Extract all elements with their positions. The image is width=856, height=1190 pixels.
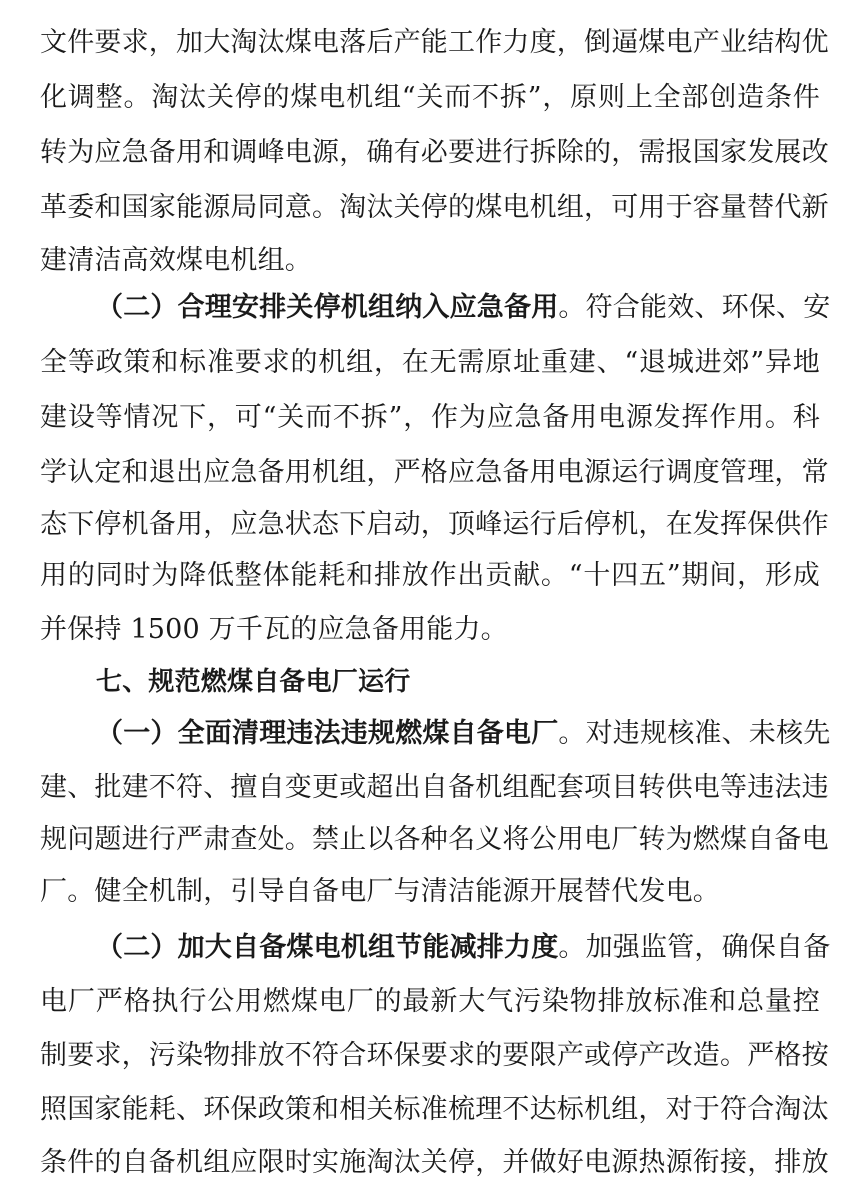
paragraph-line: 用的同时为降低整体能耗和排放作出贡献。“十四五”期间，形成 xyxy=(40,560,820,591)
paragraph-text: 。加强监管，确保自备 xyxy=(558,932,831,963)
subsection-lead: （二）合理安排关停机组纳入应急备用 xyxy=(96,292,559,323)
paragraph-line: 并保持 1500 万千瓦的应急备用能力。 xyxy=(40,614,508,645)
paragraph-line: 建、批建不符、擅自变更或超出自备机组配套项目转供电等违法违 xyxy=(40,772,829,803)
paragraph-line xyxy=(96,928,831,968)
paragraph-line: 厂。健全机制，引导自备电厂与清洁能源开展替代发电。 xyxy=(40,876,720,907)
paragraph-line: 态下停机备用，应急状态下启动，顶峰运行后停机，在发挥保供作 xyxy=(40,509,829,540)
paragraph-line: 条件的自备机组应限时实施淘汰关停，并做好电源热源衔接，排放 xyxy=(40,1147,829,1178)
subsection-lead: （一）全面清理违法违规燃煤自备电厂 xyxy=(96,718,559,749)
paragraph-line: 电厂严格执行公用燃煤电厂的最新大气污染物排放标准和总量控 xyxy=(40,986,820,1017)
paragraph-line xyxy=(96,288,831,328)
paragraph-line: 照国家能耗、环保政策和相关标准梳理不达标机组，对于符合淘汰 xyxy=(40,1094,829,1125)
paragraph-line: 化调整。淘汰关停的煤电机组“关而不拆”，原则上全部创造条件 xyxy=(40,82,820,113)
paragraph-line: 文件要求，加大淘汰煤电落后产能工作力度，倒逼煤电产业结构优 xyxy=(40,27,829,58)
paragraph-line: 建设等情况下，可“关而不拆”，作为应急备用电源发挥作用。科 xyxy=(40,402,820,433)
paragraph-line: 制要求，污染物排放不符合环保要求的要限产或停产改造。严格按 xyxy=(40,1040,829,1071)
paragraph-line: 规问题进行严肃查处。禁止以各种名义将公用电厂转为燃煤自备电 xyxy=(40,824,829,855)
paragraph-line: 革委和国家能源局同意。淘汰关停的煤电机组，可用于容量替代新 xyxy=(40,192,829,223)
paragraph-line: 建清洁高效煤电机组。 xyxy=(40,245,312,276)
paragraph-line: 全等政策和标准要求的机组，在无需原址重建、“退城进郊”异地 xyxy=(40,347,820,378)
paragraph-text: 。对违规核准、未核先 xyxy=(558,718,831,749)
paragraph-line: 转为应急备用和调峰电源，确有必要进行拆除的，需报国家发展改 xyxy=(40,137,829,168)
paragraph-line: 学认定和退出应急备用机组，严格应急备用电源运行调度管理，常 xyxy=(40,457,829,488)
paragraph-text: 。符合能效、环保、安 xyxy=(558,292,831,323)
subsection-lead: （二）加大自备煤电机组节能减排力度 xyxy=(96,932,559,963)
section-heading: 七、规范燃煤自备电厂运行 xyxy=(96,667,411,697)
paragraph-line xyxy=(96,714,831,754)
